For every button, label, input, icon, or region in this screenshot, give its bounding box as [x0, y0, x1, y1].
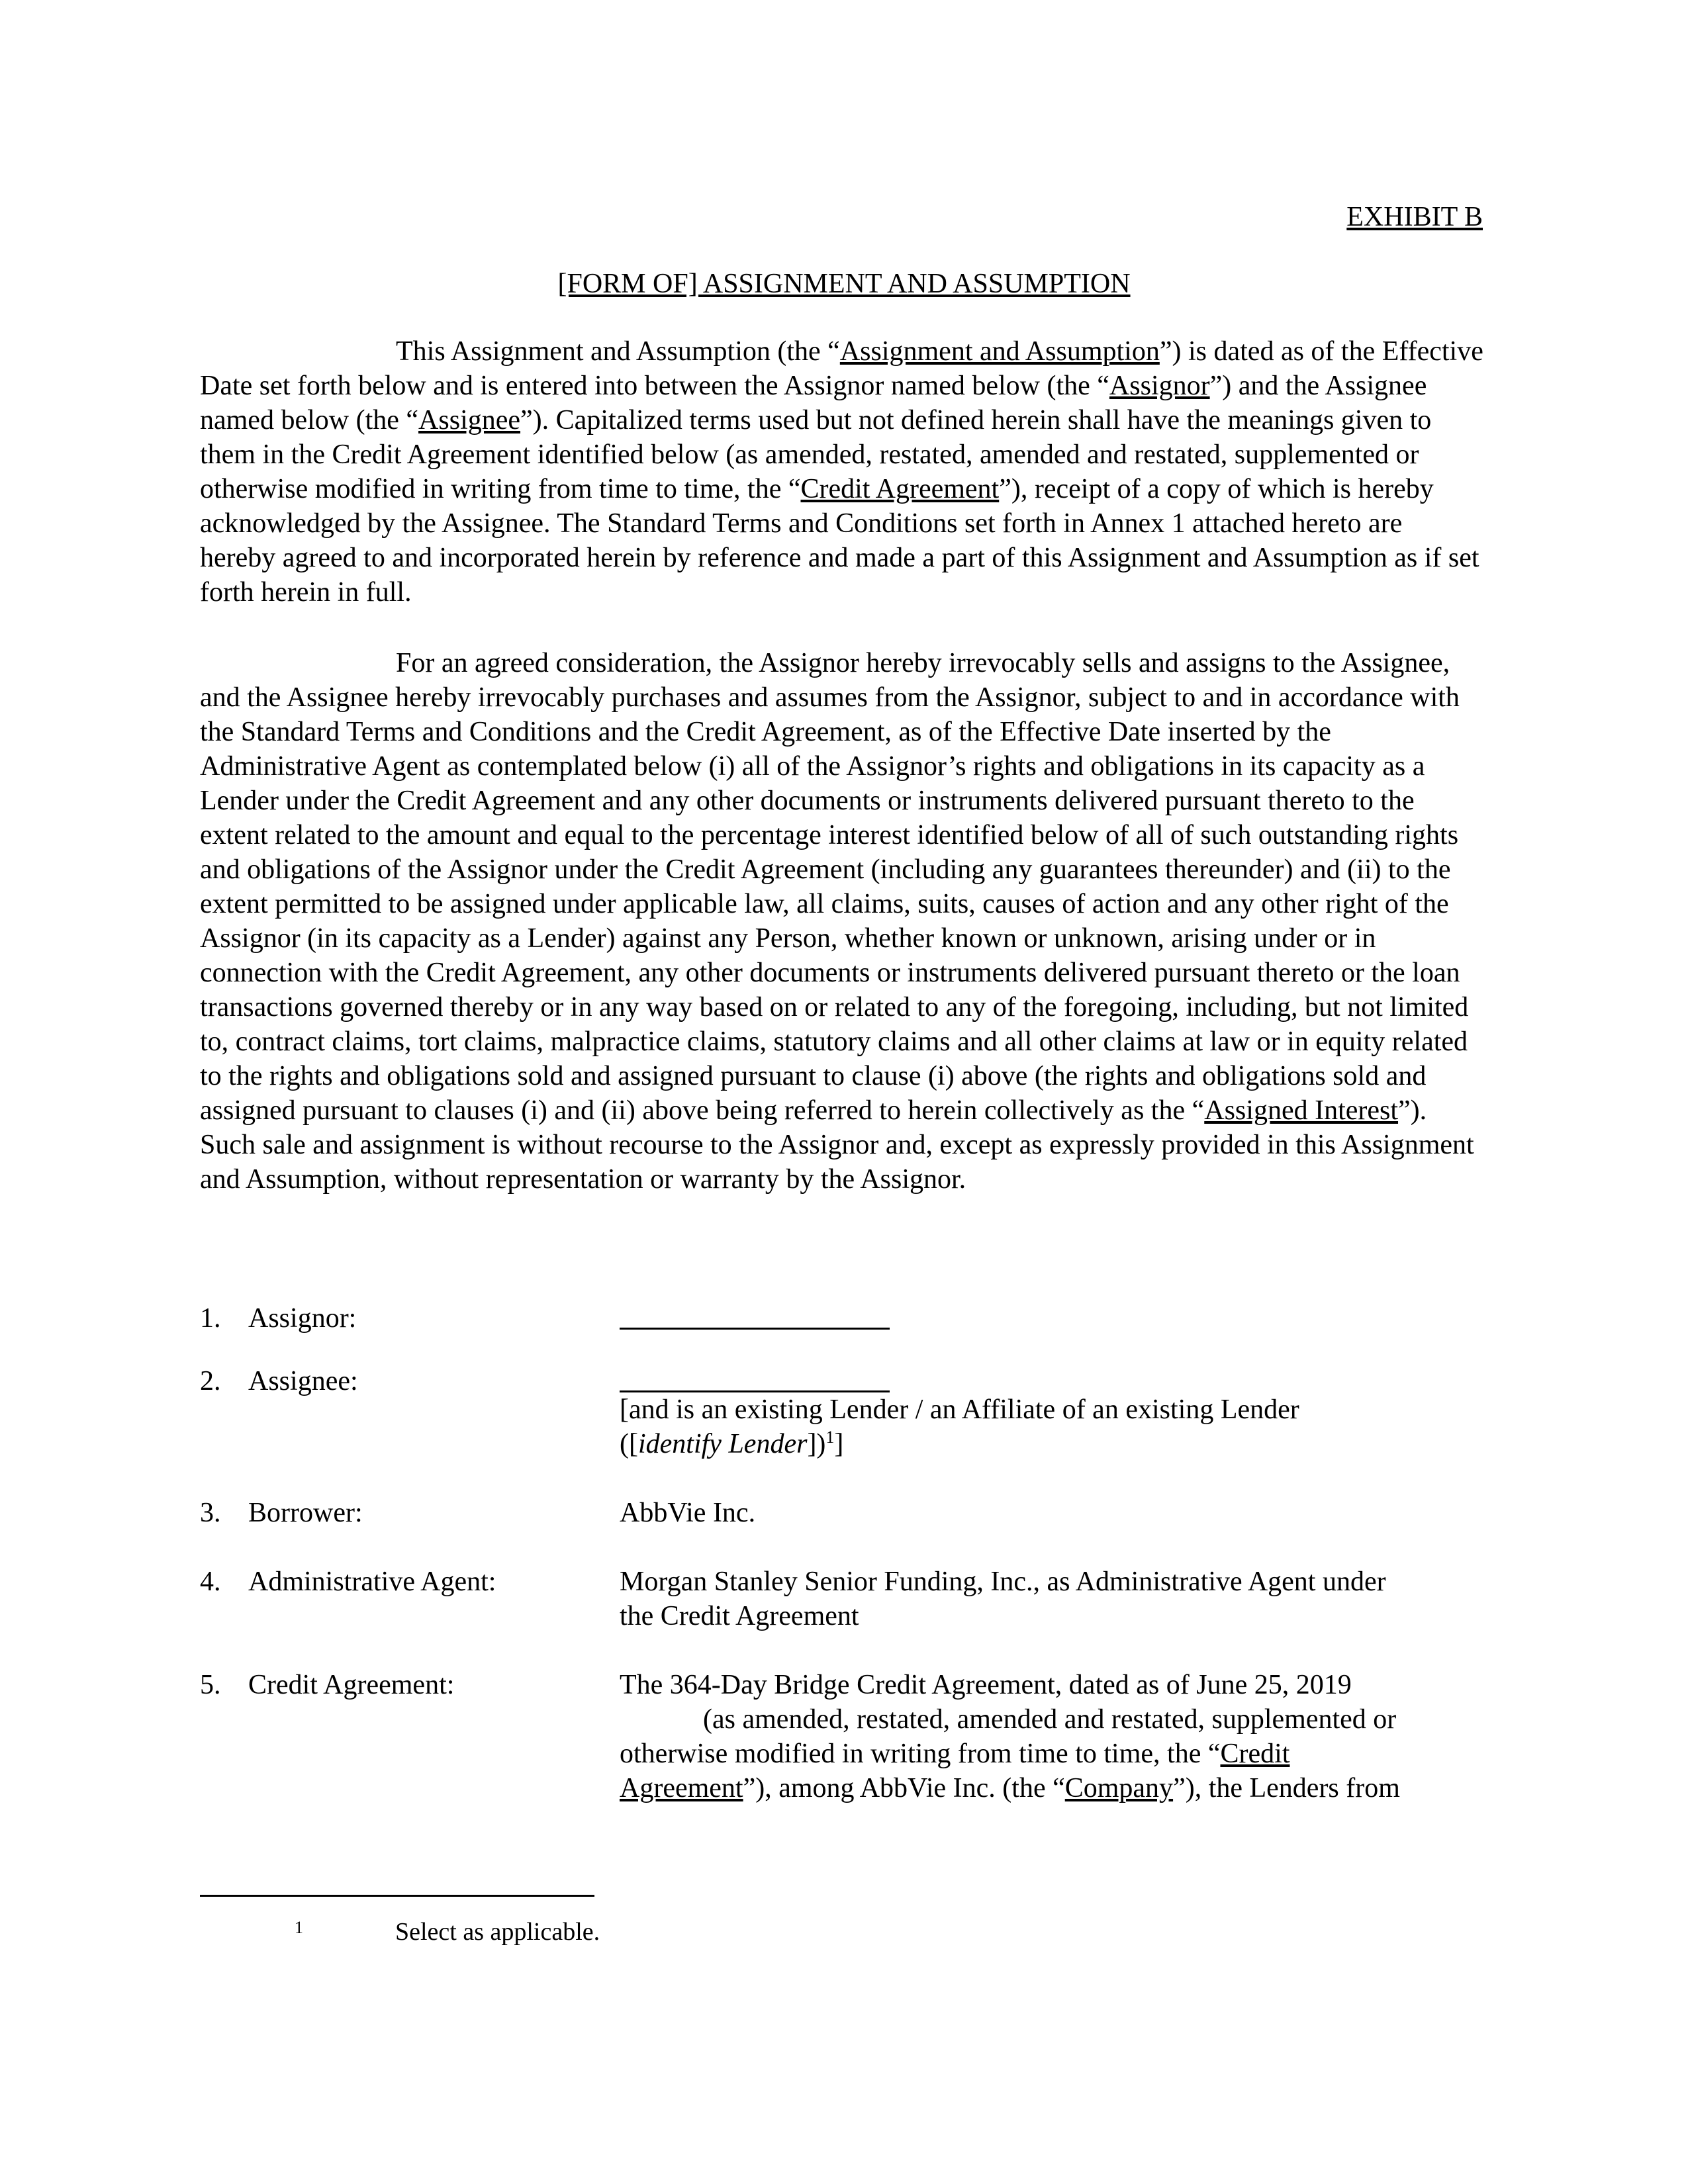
item-number: 2. [200, 1366, 221, 1396]
value-line: Morgan Stanley Senior Funding, Inc., as Administrative Agent under [620, 1567, 1386, 1597]
list-item-credit-agreement [200, 1668, 1484, 1805]
item-value [620, 1364, 1484, 1461]
item-number: 5. [200, 1670, 221, 1700]
item-label: Borrower: [248, 1498, 363, 1528]
italic-placeholder: identify Lender [637, 1429, 808, 1459]
assignee-note-line-1: [and is an existing Lender / an Affiliate of an existing Lender [620, 1394, 1299, 1425]
text-run: ”) is dated as of the Effective Date set forth below and is entered into between the Assignor named below (the “ [200, 336, 1483, 401]
item-number: 4. [200, 1567, 221, 1597]
value-line [620, 1737, 1484, 1771]
item-label: Credit Agreement: [248, 1670, 455, 1700]
list-item-assignor [200, 1301, 1484, 1334]
text-run: For an agreed consideration, the Assignor hereby irrevocably sells and assigns to the Assignee, and the Assignee hereby irrevocably purchases and assumes from the Assignor, subject to and in accordance with the Standard Terms and Conditions and the Credit Agreement, as of the Effective Date inserted by the Administrative Agent as contemplated below (i) all of the Assignor’s rights and obligations in its capacity as a Lender under the Credit Agreement and any other documents or instruments delivered pursuant thereto to the extent related to the amount and equal to the percentage interest identified below of all of such outstanding rights and obligations of the Assignor under the Credit Agreement (including any guarantees thereunder) and (ii) to the extent permitted to be assigned under applicable law, all claims, suits, causes of action and any other right of the Assignor (in its capacity as a Lender) against any Person, whether known or unknown, arising under or in connection with the Credit Agreement, any other documents or instruments delivered pursuant thereto or the loan transactions governed thereby or in any way based on or related to any of the foregoing, including, but not limited to, contract claims, tort claims, malpractice claims, statutory claims and all other claims at law or in equity related to the rights and obligations sold and assigned pursuant to clause (i) above (the rights and obligations sold and assigned pursuant to clauses (i) and (ii) above being referred to herein collectively as the “ [200, 648, 1469, 1126]
item-label: Assignor: [248, 1303, 357, 1334]
footnote-text: Select as applicable. [395, 1918, 600, 1946]
intro-paragraph [200, 334, 1484, 610]
text-run: This Assignment and Assumption (the “ [396, 336, 840, 367]
text-run: ”). Such sale and assignment is without recourse to the Assignor and, except as expressly provided in this Assignment and Assumption, without representation or warranty by the Assignor. [200, 1095, 1474, 1195]
list-item-borrower [200, 1496, 1484, 1530]
footnote-number: 1 [295, 1918, 303, 1937]
text-run: ”). Capitalized terms used but not defined herein shall have the meanings given to them in the Credit Agreement identified below (as amended, restated, amended and restated, supplemented or otherwise modified in writing from time to time, the “ [200, 405, 1432, 504]
defined-term-assignee: Assignee [418, 405, 521, 435]
text-run: ”), among AbbVie Inc. (the “ [743, 1773, 1065, 1803]
defined-term-assignment-and-assumption: Assignment and Assumption [839, 336, 1160, 367]
defined-term-company: Company [1064, 1773, 1174, 1803]
assignor-blank-line[interactable] [620, 1301, 890, 1330]
footnote-ref[interactable]: 1 [825, 1428, 835, 1447]
text-run: ([ [620, 1429, 638, 1459]
defined-term-credit: Credit [1220, 1739, 1290, 1769]
value-line: The 364-Day Bridge Credit Agreement, dated as of June 25, 2019 [620, 1670, 1352, 1700]
text-run: ]) [807, 1429, 826, 1459]
item-value [620, 1565, 1484, 1633]
item-value [620, 1668, 1484, 1805]
value-line: the Credit Agreement [620, 1601, 859, 1631]
list-item-assignee [200, 1364, 1484, 1461]
document-title: [FORM OF] ASSIGNMENT AND ASSUMPTION [557, 269, 1131, 299]
list-item-administrative-agent [200, 1565, 1484, 1633]
assignee-note-line-2 [620, 1427, 1484, 1461]
text-run: ] [834, 1429, 844, 1459]
defined-term-agreement: Agreement [620, 1773, 743, 1803]
item-value: AbbVie Inc. [620, 1498, 756, 1528]
item-value [620, 1301, 1484, 1330]
assignee-blank-line[interactable] [620, 1364, 890, 1392]
item-label: Assignee: [248, 1366, 358, 1396]
text-run: otherwise modified in writing from time to time, the “ [620, 1739, 1221, 1769]
footnote-separator [200, 1895, 594, 1897]
item-label: Administrative Agent: [248, 1567, 496, 1597]
item-number: 3. [200, 1498, 221, 1528]
value-line [620, 1771, 1484, 1805]
terms-list [200, 1301, 1484, 1840]
value-line: (as amended, restated, amended and restated, supplemented or [703, 1704, 1397, 1735]
text-run: ”) and the Assignee named below (the “ [200, 371, 1427, 435]
defined-term-assigned-interest: Assigned Interest [1204, 1095, 1399, 1126]
item-number: 1. [200, 1303, 221, 1334]
text-run: ”), the Lenders from [1173, 1773, 1400, 1803]
text-run: ”), receipt of a copy of which is hereby acknowledged by the Assignee. The Standard Terms and Conditions set forth in Annex 1 attached hereto are hereby agreed to and incorporated herein by reference and made a part of this Assignment and Assumption as if set forth herein in full. [200, 474, 1479, 608]
exhibit-label: EXHIBIT B [1346, 202, 1483, 232]
defined-term-credit-agreement: Credit Agreement [800, 474, 1000, 504]
consideration-paragraph [200, 646, 1484, 1197]
defined-term-assignor: Assignor [1109, 371, 1210, 401]
